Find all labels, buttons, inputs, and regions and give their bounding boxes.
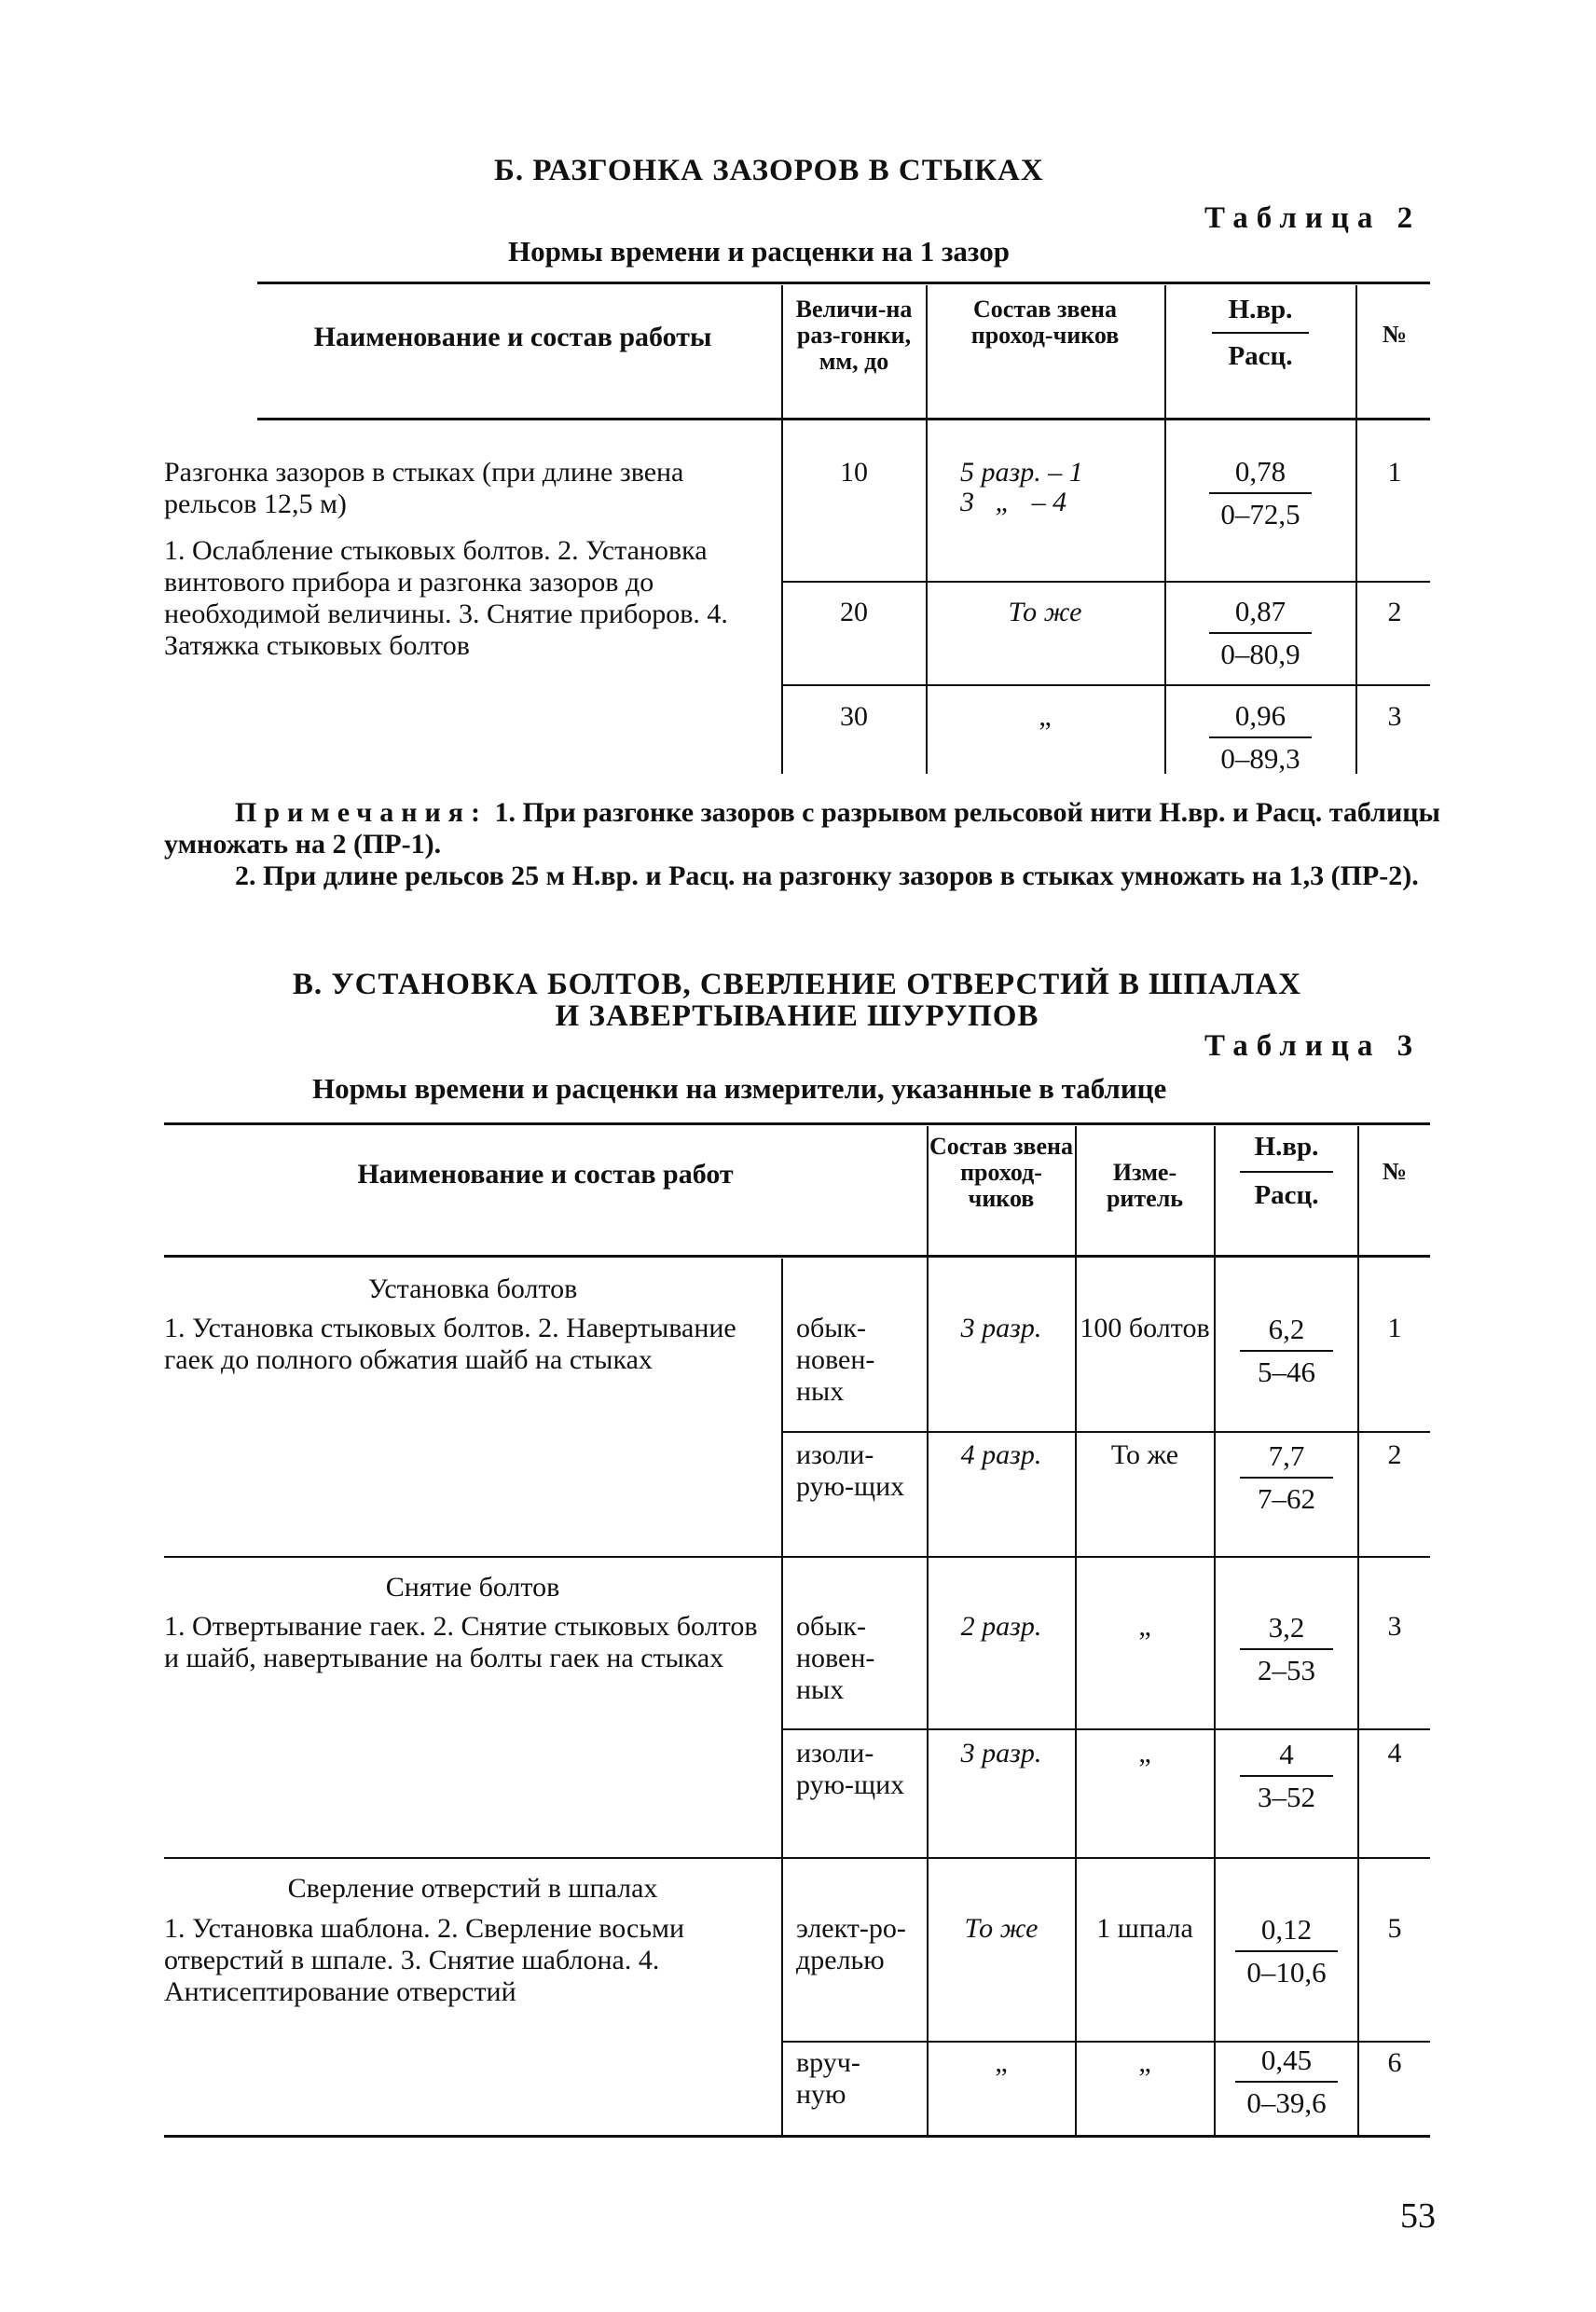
table-2-cell-norm-rate (1171, 455, 1350, 531)
notes-label: Примечания: (235, 797, 488, 828)
table-3-bottom-rule (164, 2135, 1430, 2138)
rate-value: 2–53 (1258, 1654, 1315, 1686)
table-3-row-rule (781, 1431, 1430, 1433)
norm-value: 0,78 (1234, 455, 1286, 488)
table-2-subtitle: Нормы времени и расценки на 1 зазор (508, 235, 1010, 268)
table-3-vline (1214, 1126, 1216, 2137)
row-unit: „ (1138, 1611, 1151, 1642)
table-3-group-rule (164, 1556, 1430, 1558)
group-desc: 1. Отвертывание гаек. 2. Снятие стыковых болтов и шайб, навертывание на болты гаек на стыках (164, 1611, 758, 1673)
table-2-row-rule (781, 684, 1430, 686)
table-3-header-rule (164, 1255, 1430, 1258)
table-3-vline (781, 1259, 783, 2137)
table-2-header-rate: Расц. (1228, 341, 1293, 371)
rate-value: 0–89,3 (1220, 742, 1300, 775)
table-2-cell-size: 30 (840, 701, 868, 732)
table-2-header-num: № (1382, 321, 1408, 348)
row-norm-rate (1217, 1913, 1356, 1989)
table-2-label: Таблица 2 (1204, 201, 1422, 235)
rate-value: 0–72,5 (1220, 498, 1300, 530)
norm-value: 4 (1279, 1738, 1294, 1770)
table-2-vline (1164, 285, 1166, 774)
note-2: 2. При длине рельсов 25 м Н.вр. и Расц. на разгонку зазоров в стыках умножать на 1,3 (ПР-2). (235, 860, 1419, 891)
row-norm-rate (1217, 1738, 1356, 1814)
table-3-header-norm: Н.вр. (1254, 1132, 1319, 1162)
fraction-bar (1240, 1775, 1333, 1777)
note-1: 1. При разгонке зазоров с разрывом рельсовой нити Н.вр. и Расц. таблицы умножать на 2 (ПР-1). (164, 797, 1440, 860)
row-num: 4 (1387, 1738, 1402, 1768)
fraction-bar (1209, 736, 1312, 738)
norm-value: 0,12 (1260, 1913, 1313, 1946)
norm-value: 0,87 (1234, 595, 1286, 627)
table-3-header-crew: Состав звена проход-чиков (929, 1133, 1073, 1212)
fraction-bar (1240, 1648, 1333, 1650)
table-3-group-rule (164, 1857, 1430, 1859)
row-crew: То же (964, 1913, 1039, 1944)
group-title: Сверление отверстий в шпалах (287, 1873, 658, 1904)
row-unit: 100 болтов (1080, 1313, 1210, 1343)
table-2-cell-norm-rate (1171, 595, 1350, 671)
rate-value: 0–80,9 (1220, 638, 1300, 670)
row-crew: 3 разр. (960, 1738, 1042, 1768)
group-desc: 1. Установка шаблона. 2. Сверление восьми отверстий в шпале. 3. Снятие шаблона. 4. Антисептирование отверстий (164, 1913, 685, 2007)
row-unit: То же (1110, 1439, 1179, 1470)
group-title: Установка болтов (367, 1273, 578, 1304)
row-kind: обык-новен-ных (796, 1611, 875, 1705)
table-3-top-rule (164, 1122, 1430, 1125)
group-title: Снятие болтов (385, 1572, 560, 1603)
row-num: 1 (1387, 1313, 1402, 1343)
table-2-cell-crew: То же (1008, 597, 1082, 627)
rate-value: 0–39,6 (1246, 2086, 1327, 2119)
table-3-row-rule (781, 2041, 1430, 2043)
table-2-cell-crew: 3 „ – 4 (960, 487, 1067, 517)
table-3-label: Таблица 3 (1204, 1029, 1422, 1063)
table-3-header-num: № (1382, 1158, 1408, 1185)
rate-value: 0–10,6 (1246, 1956, 1327, 1989)
table-2-header-size: Величи-на раз-гонки, мм, до (795, 296, 913, 375)
norm-value: 6,2 (1268, 1313, 1305, 1345)
table-2-row-rule (781, 581, 1430, 583)
row-num: 6 (1387, 2047, 1402, 2078)
table-2-cell-norm-rate (1171, 699, 1350, 776)
table-2-cell-num: 2 (1387, 597, 1402, 627)
row-norm-rate (1217, 1611, 1356, 1687)
table-3-row-rule (781, 1728, 1430, 1730)
row-unit: 1 шпала (1096, 1913, 1193, 1944)
section-b-title: Б. РАЗГОНКА ЗАЗОРОВ В СТЫКАХ (494, 154, 1044, 187)
fraction-bar (1235, 2081, 1338, 2083)
table-2-vline (1355, 285, 1357, 774)
table-2-notes (164, 797, 1441, 860)
table-2-header-norm: Н.вр. (1228, 295, 1293, 324)
table-2-header-norm-bar (1212, 332, 1309, 334)
table-2-cell-crew: „ (1039, 701, 1052, 732)
norm-value: 0,96 (1234, 699, 1286, 732)
norm-value: 3,2 (1268, 1611, 1305, 1644)
table-2-cell-crew: 5 разр. – 1 (960, 457, 1083, 488)
row-norm-rate (1217, 1439, 1356, 1516)
table-2-header-crew: Состав звена проход-чиков (970, 296, 1120, 349)
table-2-header-name: Наименование и состав работы (313, 322, 712, 352)
row-kind: обык-новен-ных (796, 1313, 875, 1407)
row-unit: „ (1138, 2047, 1151, 2078)
table-2-work-desc: 1. Ослабление стыковых болтов. 2. Установка винтового прибора и разгонка зазоров до необходимой величины. 3. Снятие приборов. 4. Затяжка стыковых болтов (164, 535, 728, 661)
table-2-cell-size: 10 (840, 457, 868, 488)
table-2-vline (926, 285, 928, 774)
table-3-subtitle: Нормы времени и расценки на измерители, указанные в таблице (312, 1072, 1167, 1105)
table-3-header-unit: Изме-ритель (1106, 1159, 1184, 1212)
table-3-header-rate: Расц. (1254, 1180, 1319, 1210)
table-3-header-name: Наименование и состав работ (357, 1159, 734, 1190)
table-2-cell-num: 1 (1387, 457, 1402, 488)
rate-value: 5–46 (1258, 1356, 1315, 1388)
norm-value: 7,7 (1268, 1439, 1305, 1472)
row-num: 2 (1387, 1439, 1402, 1470)
row-kind: изоли-рую-щих (796, 1738, 905, 1800)
table-2-header-rule (257, 418, 1430, 420)
row-crew: 2 разр. (960, 1611, 1042, 1642)
table-2-top-rule (257, 282, 1430, 284)
row-num: 5 (1387, 1913, 1402, 1944)
row-unit: „ (1138, 1738, 1151, 1768)
row-kind: вруч-ную (796, 2047, 860, 2110)
fraction-bar (1235, 1950, 1338, 1952)
rate-value: 3–52 (1258, 1781, 1315, 1813)
fraction-bar (1209, 492, 1312, 494)
row-norm-rate (1217, 2044, 1356, 2120)
section-v-title-line-2: И ЗАВЕРТЫВАНИЕ ШУРУПОВ (555, 999, 1039, 1033)
row-norm-rate (1217, 1313, 1356, 1389)
section-v-title-line-1: В. УСТАНОВКА БОЛТОВ, СВЕРЛЕНИЕ ОТВЕРСТИЙ В ШПАЛАХ (292, 968, 1302, 1001)
fraction-bar (1240, 1477, 1333, 1479)
row-kind: элект-ро-дрелью (796, 1913, 906, 1975)
row-crew: „ (995, 2047, 1008, 2078)
table-2-vline (781, 285, 783, 774)
table-2-cell-num: 3 (1387, 701, 1402, 732)
table-3-header-norm-bar (1240, 1171, 1333, 1173)
row-kind: изоли-рую-щих (796, 1439, 905, 1502)
rate-value: 7–62 (1258, 1482, 1315, 1515)
norm-value: 0,45 (1260, 2044, 1313, 2076)
fraction-bar (1240, 1350, 1333, 1352)
group-desc: 1. Установка стыковых болтов. 2. Навертывание гаек до полного обжатия шайб на стыках (164, 1313, 736, 1375)
page-number: 53 (1400, 2196, 1436, 2236)
table-3-vline (1075, 1126, 1077, 2137)
row-crew: 4 разр. (960, 1439, 1042, 1470)
row-num: 3 (1387, 1611, 1402, 1642)
table-2-cell-size: 20 (840, 597, 868, 627)
fraction-bar (1209, 632, 1312, 634)
row-crew: 3 разр. (960, 1313, 1042, 1343)
table-2-work-title: Разгонка зазоров в стыках (при длине звена рельсов 12,5 м) (164, 457, 684, 519)
